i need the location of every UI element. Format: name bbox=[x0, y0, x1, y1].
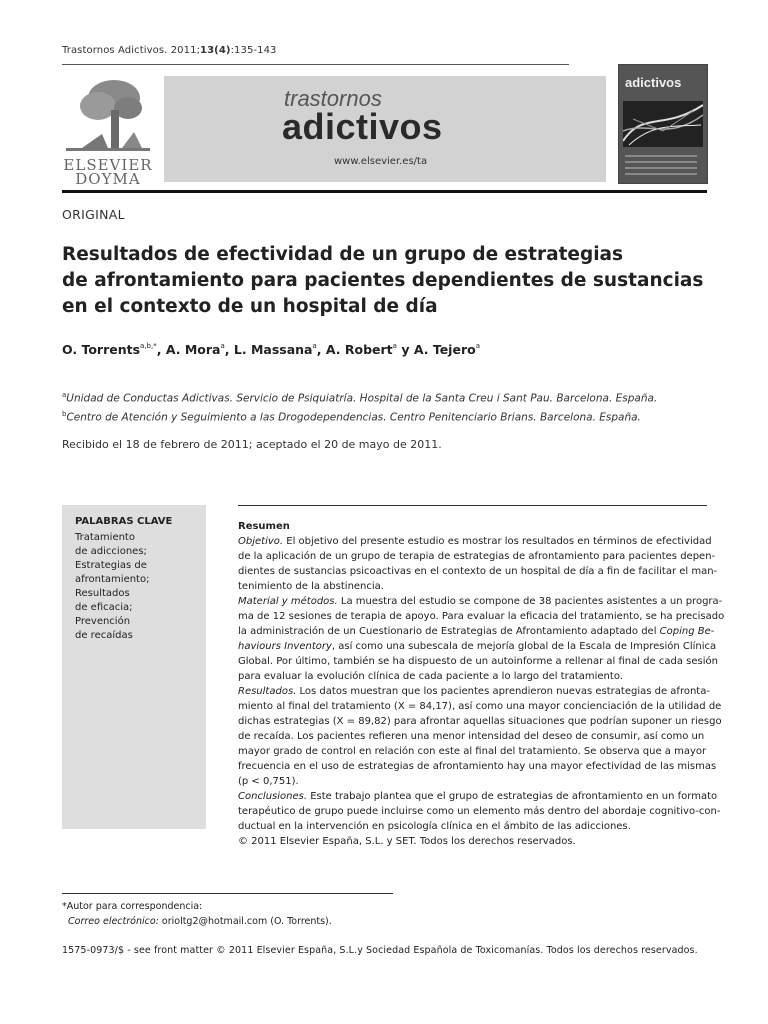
abstract-section-lead: Resultados. bbox=[238, 686, 297, 697]
author-name: O. Torrents bbox=[62, 342, 141, 357]
cover-text-lines bbox=[625, 155, 697, 179]
abstract-line bbox=[238, 819, 707, 834]
running-header-journal: Trastornos Adictivos. bbox=[62, 45, 168, 56]
email-address[interactable]: orioltg2@hotmail.com (O. Torrents). bbox=[158, 916, 332, 927]
author-name: L. Massana bbox=[233, 342, 313, 357]
running-header-pages: :135-143 bbox=[230, 45, 277, 56]
journal-banner bbox=[164, 76, 606, 182]
abstract-italic-term: haviours Inventory bbox=[238, 641, 332, 652]
keyword-line: Estrategias de bbox=[75, 560, 147, 571]
running-header: Trastornos Adictivos. 2011;13(4):135-143 bbox=[62, 45, 277, 56]
abstract-line bbox=[238, 729, 707, 744]
abstract-line bbox=[238, 834, 707, 849]
abstract-line bbox=[238, 579, 707, 594]
author-affiliation-mark: a bbox=[392, 341, 397, 350]
author-separator: , bbox=[156, 342, 166, 357]
abstract bbox=[238, 519, 725, 849]
keywords-box bbox=[62, 505, 206, 829]
publisher-wordmark bbox=[62, 158, 154, 186]
publisher-logo bbox=[62, 76, 154, 188]
abstract-line bbox=[238, 714, 722, 729]
abstract-line bbox=[238, 594, 723, 609]
abstract-line bbox=[238, 774, 707, 789]
abstract-line-text: de la aplicación de un grupo de terapia de estrategias de afrontamiento para pacientes depen- bbox=[238, 551, 716, 562]
abstract-line-text: dientes de sustancias psicoactivas en el contexto de un hospital de día a fin de facilitar el man- bbox=[238, 566, 718, 577]
abstract-body bbox=[238, 534, 725, 849]
journal-url[interactable]: www.elsevier.es/ta bbox=[334, 156, 428, 167]
title-line: Resultados de efectividad de un grupo de estrategias bbox=[62, 244, 624, 265]
title-line: de afrontamiento para pacientes dependientes de sustancias bbox=[62, 270, 704, 291]
running-header-volume: 13(4) bbox=[200, 45, 231, 56]
abstract-line-text: Los datos muestran que los pacientes aprendieron nuevas estrategias de afronta- bbox=[296, 686, 710, 697]
abstract-line bbox=[238, 654, 718, 669]
abstract-line-text: El objetivo del presente estudio es mostrar los resultados en términos de efectividad bbox=[283, 536, 712, 547]
affiliation-text: Centro de Atención y Seguimiento a las Drogodependencias. Centro Penitenciario Brians. Barcelona. España. bbox=[66, 411, 641, 423]
abstract-line-text: de recaída. Los pacientes refieren una menor intensidad del deseo de consumir, así como un bbox=[238, 731, 705, 742]
abstract-line-text: © 2011 Elsevier España, S.L. y SET. Todos los derechos reservados. bbox=[238, 836, 576, 847]
author-affiliation-mark: a bbox=[312, 341, 317, 350]
author-separator: y bbox=[396, 342, 414, 357]
abstract-line bbox=[238, 564, 718, 579]
footnote-divider bbox=[62, 893, 393, 894]
keyword-line: Prevención bbox=[75, 616, 131, 627]
abstract-line bbox=[238, 744, 707, 759]
abstract-line bbox=[238, 699, 722, 714]
author-affiliation-mark: a bbox=[220, 341, 225, 350]
abstract-line bbox=[238, 684, 710, 699]
journal-cover-thumbnail bbox=[618, 64, 708, 184]
abstract-line bbox=[238, 639, 717, 654]
publisher-name-line2: DOYMA bbox=[75, 170, 141, 188]
affiliation-mark: b bbox=[62, 409, 67, 418]
abstract-line-text: mayor grado de control en relación con este al final del tratamiento. Se observa que a mayor bbox=[238, 746, 707, 757]
abstract-line bbox=[238, 609, 725, 624]
abstract-line-text: terapéutico de grupo puede incluirse como un elemento más dentro del abordaje cognitivo-con- bbox=[238, 806, 721, 817]
abstract-line bbox=[238, 789, 718, 804]
abstract-line-text: la administración de un Cuestionario de Estrategias de Afrontamiento adaptado del bbox=[238, 626, 660, 637]
affiliation-item bbox=[62, 388, 657, 407]
author-name: A. Mora bbox=[165, 342, 221, 357]
abstract-line bbox=[238, 669, 707, 684]
affiliations bbox=[62, 388, 657, 425]
keyword-line: de adicciones; bbox=[75, 546, 147, 557]
keywords-list bbox=[75, 531, 149, 643]
cover-artwork bbox=[623, 101, 703, 147]
abstract-line bbox=[238, 549, 716, 564]
received-dates: Recibido el 18 de febrero de 2011; aceptado el 20 de mayo de 2011. bbox=[62, 438, 442, 451]
correspondence-label: *Autor para correspondencia: bbox=[62, 901, 203, 912]
author-name: A. Tejero bbox=[413, 342, 476, 357]
keyword-line: afrontamiento; bbox=[75, 574, 150, 585]
correspondence-footnote bbox=[62, 899, 332, 929]
abstract-heading: Resumen bbox=[238, 521, 290, 532]
journal-name: adictivos bbox=[282, 106, 443, 147]
abstract-line-text: frecuencia en el uso de estrategias de afrontamiento hay una mayor efectividad de las mismas bbox=[238, 761, 717, 772]
keyword-line: de recaídas bbox=[75, 630, 133, 641]
abstract-line-text: miento al final del tratamiento (X = 84,17), así como una mayor concienciación de la utilidad de bbox=[238, 701, 722, 712]
section-label: ORIGINAL bbox=[62, 207, 125, 222]
abstract-line-text: La muestra del estudio se compone de 38 pacientes asistentes a un progra- bbox=[337, 596, 723, 607]
abstract-italic-term: Coping Be- bbox=[659, 626, 715, 637]
elsevier-tree-icon bbox=[62, 76, 154, 154]
abstract-divider bbox=[238, 505, 707, 506]
abstract-line bbox=[238, 624, 715, 639]
keyword-line: de eficacia; bbox=[75, 602, 133, 613]
author-name: A. Robert bbox=[325, 342, 393, 357]
abstract-line-text: Global. Por último, también se ha dispuesto de un autoinforme a rellenar al final de cada sesión bbox=[238, 656, 718, 667]
abstract-section-lead: Material y métodos. bbox=[238, 596, 338, 607]
abstract-line-text: (p < 0,751). bbox=[238, 776, 299, 787]
abstract-line-text: para evaluar la evolución clínica de cada paciente a lo largo del tratamiento. bbox=[238, 671, 623, 682]
author-affiliation-mark: a,b,* bbox=[140, 341, 157, 350]
keyword-line: Resultados bbox=[75, 588, 130, 599]
journal-series: trastornos bbox=[284, 86, 382, 111]
keyword-line: Tratamiento bbox=[75, 532, 135, 543]
abstract-section-lead: Objetivo. bbox=[238, 536, 284, 547]
author-separator: , bbox=[316, 342, 326, 357]
cover-title: adictivos bbox=[625, 75, 682, 90]
affiliation-item bbox=[62, 407, 657, 426]
masthead-divider bbox=[62, 190, 707, 193]
email-label: Correo electrónico: bbox=[68, 916, 159, 927]
abstract-line-text: , así como una subescala de mejoría global de la Escala de Impresión Clínica bbox=[331, 641, 717, 652]
abstract-section-lead: Conclusiones. bbox=[238, 791, 308, 802]
title-line: en el contexto de un hospital de día bbox=[62, 296, 438, 317]
author-list bbox=[62, 342, 480, 357]
copyright-line: 1575-0973/$ - see front matter © 2011 Elsevier España, S.L.y Sociedad Española de Toxicomanías. Todos los derechos reservados. bbox=[62, 945, 698, 956]
abstract-line bbox=[238, 759, 717, 774]
abstract-line bbox=[238, 534, 712, 549]
abstract-line-text: Este trabajo plantea que el grupo de estrategias de afrontamiento en un formato bbox=[307, 791, 718, 802]
abstract-line bbox=[238, 804, 721, 819]
author-separator: , bbox=[224, 342, 234, 357]
correspondence-email bbox=[62, 914, 332, 929]
abstract-line-text: tenimiento de la abstinencia. bbox=[238, 581, 384, 592]
abstract-line-text: ma de 12 sesiones de terapia de apoyo. Para evaluar la eficacia del tratamiento, se ha precisado bbox=[238, 611, 725, 622]
article-title bbox=[62, 242, 707, 320]
author-affiliation-mark: a bbox=[475, 341, 480, 350]
keywords-heading: PALABRAS CLAVE bbox=[75, 516, 173, 527]
running-header-year: 2011 bbox=[170, 45, 197, 56]
abstract-line-text: dichas estrategias (X = 89,82) para afrontar aquellas situaciones que podrían suponer un riesgo bbox=[238, 716, 722, 727]
affiliation-mark: a bbox=[62, 391, 67, 399]
abstract-line-text: ductual en la intervención en psicología clínica en el ámbito de las adicciones. bbox=[238, 821, 631, 832]
affiliation-text: Unidad de Conductas Adictivas. Servicio de Psiquiatría. Hospital de la Santa Creu i Sant Pau. Barcelona. España. bbox=[66, 392, 658, 405]
publisher-name-line1: ELSEVIER bbox=[63, 156, 153, 174]
header-divider bbox=[62, 64, 569, 65]
